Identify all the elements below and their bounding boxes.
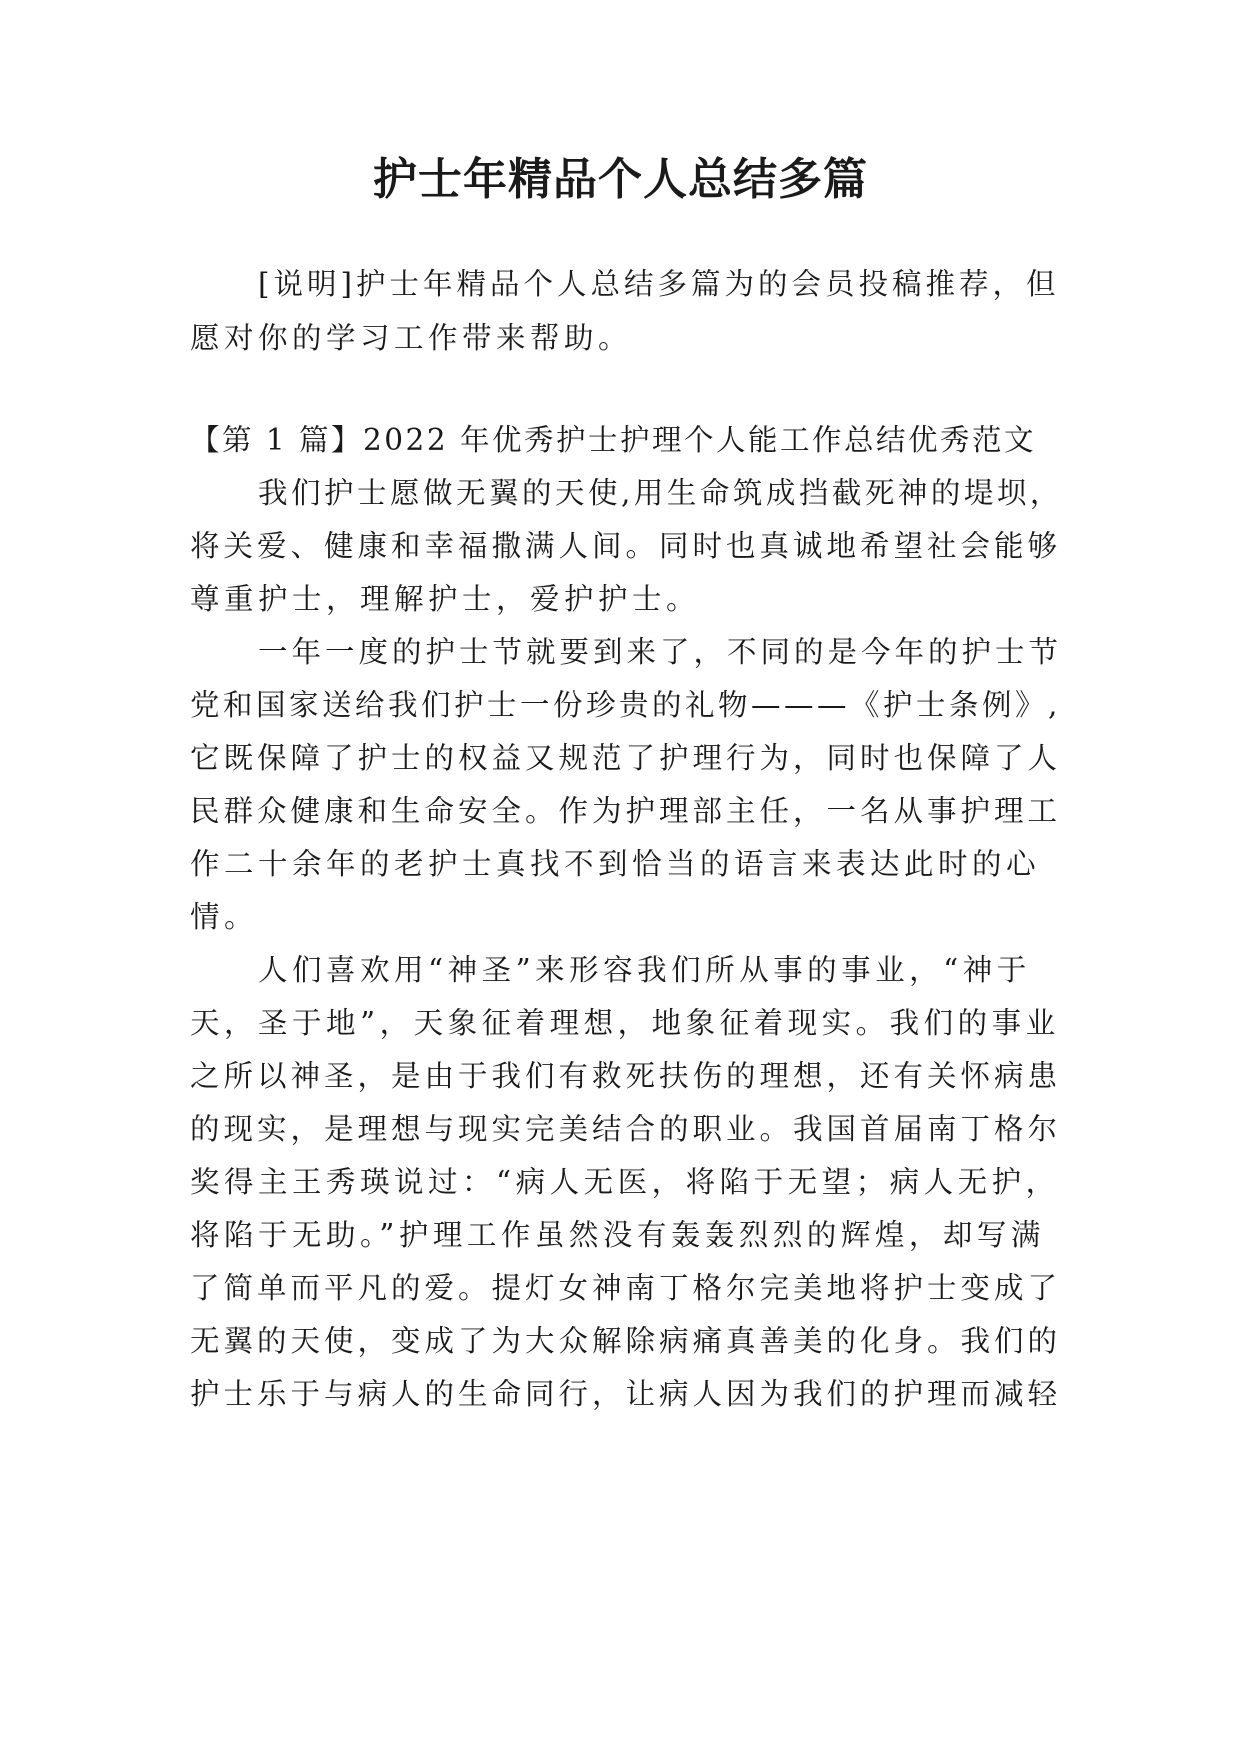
body-line: 它既保障了护士的权益又规范了护理行为，同时也保障了人 [190, 741, 1062, 775]
body-line: 将关爱、健康和幸福撒满人间。同时也真诚地希望社会能够 [190, 529, 1062, 563]
body-line: 民群众健康和生命安全。作为护理部主任，一名从事护理工 [190, 794, 1062, 828]
note-line: 愿对你的学习工作带来帮助。 [190, 321, 633, 355]
body-line: 作二十余年的老护士真找不到恰当的语言来表达此时的心 [190, 847, 1041, 881]
body-line: 之所以神圣，是由于我们有救死扶伤的理想，还有关怀病患 [190, 1059, 1062, 1093]
body-line: 尊重护士，理解护士，爱护护士。 [190, 582, 701, 616]
body-line: 的现实，是理想与现实完美结合的职业。我国首届南丁格尔 [190, 1112, 1062, 1146]
body-line: 人们喜欢用“神圣”来形容我们所从事的事业，“神于 [258, 953, 1031, 987]
body-line: 我们护士愿做无翼的天使,用生命筑成挡截死神的堤坝， [258, 476, 1063, 510]
body-line: 党和国家送给我们护士一份珍贵的礼物———《护士条例》, [190, 688, 1061, 722]
section-heading: 【第 1 篇】2022 年优秀护士护理个人能工作总结优秀范文 [190, 423, 1036, 457]
document-title: 护士年精品个人总结多篇 [373, 154, 868, 205]
body-line: 无翼的天使，变成了为大众解除病痛真善美的化身。我们的 [190, 1324, 1062, 1358]
body-line: 一年一度的护士节就要到来了，不同的是今年的护士节 [258, 635, 1063, 669]
body-line: 情。 [190, 900, 259, 934]
body-line: 了简单而平凡的爱。提灯女神南丁格尔完美地将护士变成了 [190, 1271, 1062, 1305]
body-line: 天，圣于地”，天象征着理想，地象征着现实。我们的事业 [190, 1006, 1060, 1040]
body-line: 护士乐于与病人的生命同行，让病人因为我们的护理而减轻 [190, 1377, 1062, 1411]
body-line: 奖得主王秀瑛说过：“病人无医，将陷于无望；病人无护， [190, 1165, 1060, 1199]
note-line: [说明]护士年精品个人总结多篇为的会员投稿推荐，但 [258, 267, 1060, 301]
body-line: 将陷于无助。”护理工作虽然没有轰轰烈烈的辉煌，却写满 [190, 1218, 1045, 1252]
